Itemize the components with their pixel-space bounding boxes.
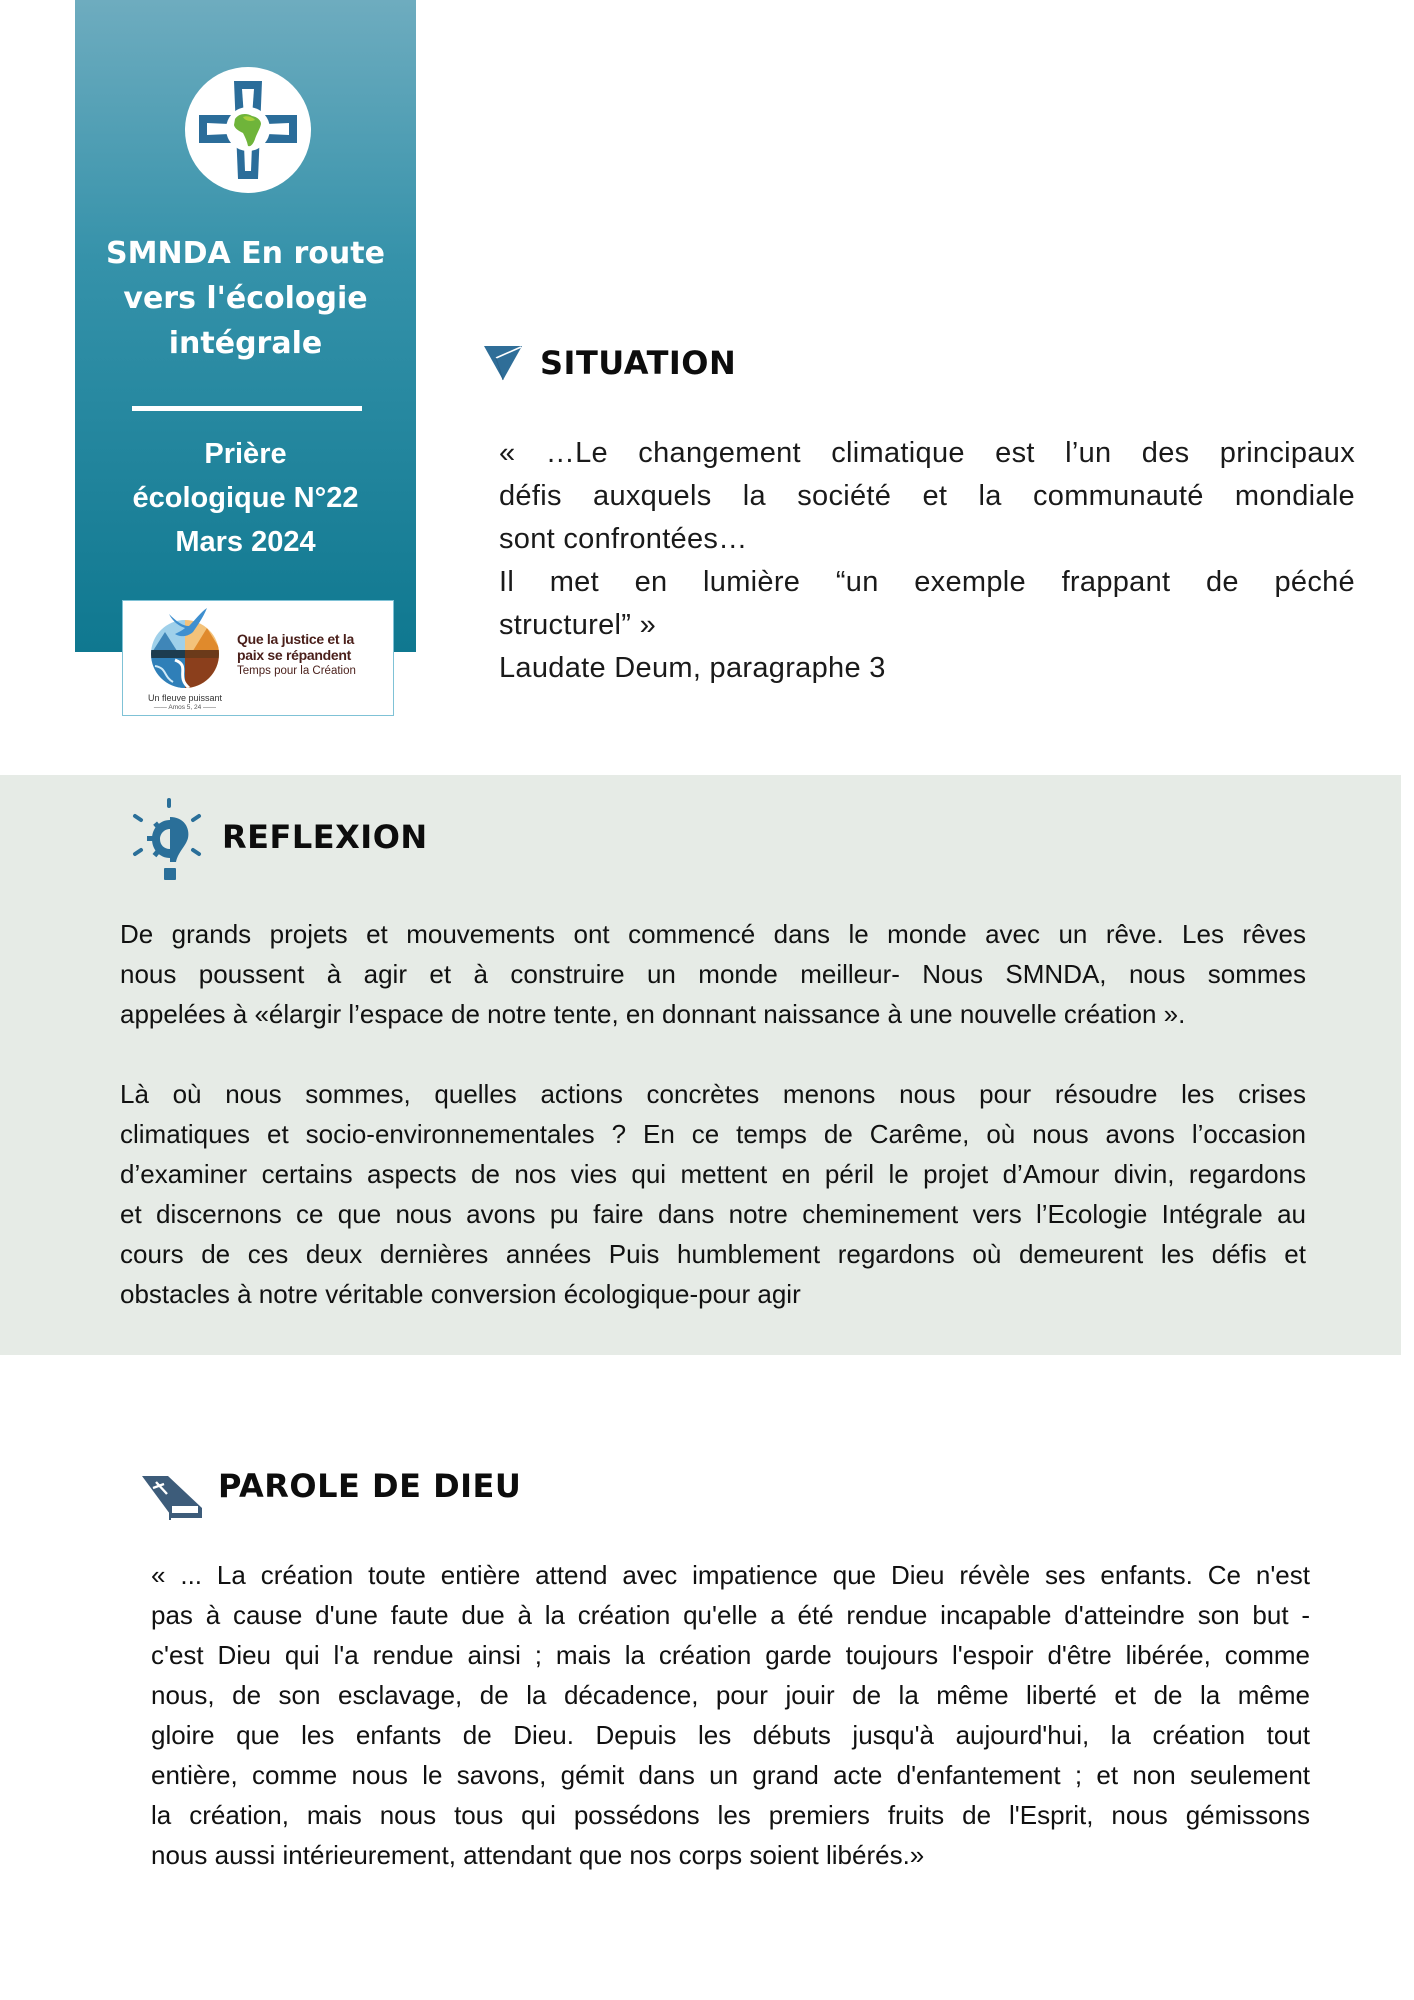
issue-line: écologique N°22 bbox=[132, 482, 359, 514]
issue-info bbox=[75, 432, 416, 564]
quote-line: défis auxquels la société et la communauté mondiale bbox=[499, 480, 1355, 512]
text-line: pas à cause d'une faute due à la création qu'elle a été rendue incapable d'atteindre son but - bbox=[151, 1600, 1310, 1630]
quote-line: structurel” » bbox=[499, 609, 656, 641]
season-reference: —— Amos 5, 24 —— bbox=[153, 704, 217, 711]
text-line: nous poussent à agir et à construire un monde meilleur- Nous SMNDA, nous sommes bbox=[120, 959, 1306, 989]
lightbulb-gear-icon bbox=[130, 796, 204, 882]
text-line: nous aussi intérieurement, attendant que nos corps soient libérés.» bbox=[151, 1840, 925, 1870]
text-line: nous, de son esclavage, de la décadence, pour jouir de la même liberté et de la même bbox=[151, 1680, 1310, 1710]
text-line: Là où nous sommes, quelles actions concrètes menons nous pour résoudre les crises bbox=[120, 1079, 1306, 1109]
sidebar-panel bbox=[75, 0, 416, 652]
section-heading-reflexion: REFLEXION bbox=[222, 818, 428, 856]
section-heading-situation: SITUATION bbox=[540, 344, 737, 382]
river-dove-emblem-icon bbox=[145, 604, 225, 692]
slogan-line: paix se répandent bbox=[237, 647, 351, 663]
issue-line: Mars 2024 bbox=[175, 526, 316, 558]
quote-line: Il met en lumière “un exemple frappant de péché bbox=[499, 566, 1355, 598]
cross-africa-icon bbox=[185, 67, 311, 193]
season-of-creation-logo bbox=[122, 600, 394, 716]
title-line: SMNDA En route bbox=[106, 236, 385, 271]
quote-line: « …Le changement climatique est l’un des principaux bbox=[499, 437, 1355, 469]
section-heading-parole: PAROLE DE DIEU bbox=[218, 1467, 522, 1505]
title-line: intégrale bbox=[168, 326, 323, 361]
quote-line: sont confrontées… bbox=[499, 523, 748, 555]
issue-line: Prière bbox=[204, 438, 287, 470]
slogan-line: Que la justice et la bbox=[237, 631, 354, 647]
text-line: c'est Dieu qui l'a rendue ainsi ; mais la création garde toujours l'espoir d'être libérée, comme bbox=[151, 1640, 1310, 1670]
divider bbox=[132, 406, 362, 411]
text-line: climatiques et socio-environnementales ? En ce temps de Carême, où nous avons l’occasion bbox=[120, 1119, 1306, 1149]
text-line: obstacles à notre véritable conversion écologique-pour agir bbox=[120, 1279, 801, 1309]
reflexion-paragraph-1 bbox=[120, 914, 1306, 1034]
text-line: d’examiner certains aspects de nos vies qui mettent en péril le projet d’Amour divin, regardons bbox=[120, 1159, 1306, 1189]
reflexion-paragraph-2 bbox=[120, 1074, 1306, 1314]
title-line: vers l'écologie bbox=[123, 281, 368, 316]
text-line: « ... La création toute entière attend avec impatience que Dieu révèle ses enfants. Ce n'est bbox=[151, 1560, 1310, 1590]
text-line: appelées à «élargir l’espace de notre tente, en donnant naissance à une nouvelle création ». bbox=[120, 999, 1186, 1029]
text-line: et discernons ce que nous avons pu faire dans notre cheminement vers l’Ecologie Intégrale au bbox=[120, 1199, 1306, 1229]
publication-title bbox=[75, 231, 416, 366]
smnda-logo bbox=[185, 67, 311, 193]
season-subtitle: Temps pour la Création bbox=[237, 665, 356, 677]
paper-plane-icon bbox=[483, 345, 523, 381]
text-line: entière, comme nous le savons, gémit dans un grand acte d'enfantement ; et non seulement bbox=[151, 1760, 1310, 1790]
text-line: la création, mais nous tous qui possédons les premiers fruits de l'Esprit, nous gémissons bbox=[151, 1800, 1310, 1830]
quote-source: Laudate Deum, paragraphe 3 bbox=[499, 652, 886, 684]
season-slogan bbox=[237, 631, 354, 663]
text-line: De grands projets et mouvements ont commencé dans le monde avec un rêve. Les rêves bbox=[120, 919, 1306, 949]
text-line: cours de ces deux dernières années Puis humblement regardons où demeurent les défis et bbox=[120, 1239, 1306, 1269]
situation-quote bbox=[499, 432, 1355, 690]
scripture-passage bbox=[151, 1555, 1310, 1875]
text-line: gloire que les enfants de Dieu. Depuis les débuts jusqu'à aujourd'hui, la création tout bbox=[151, 1720, 1310, 1750]
bible-book-icon bbox=[140, 1474, 206, 1520]
season-motto: Un fleuve puissant bbox=[147, 693, 223, 703]
